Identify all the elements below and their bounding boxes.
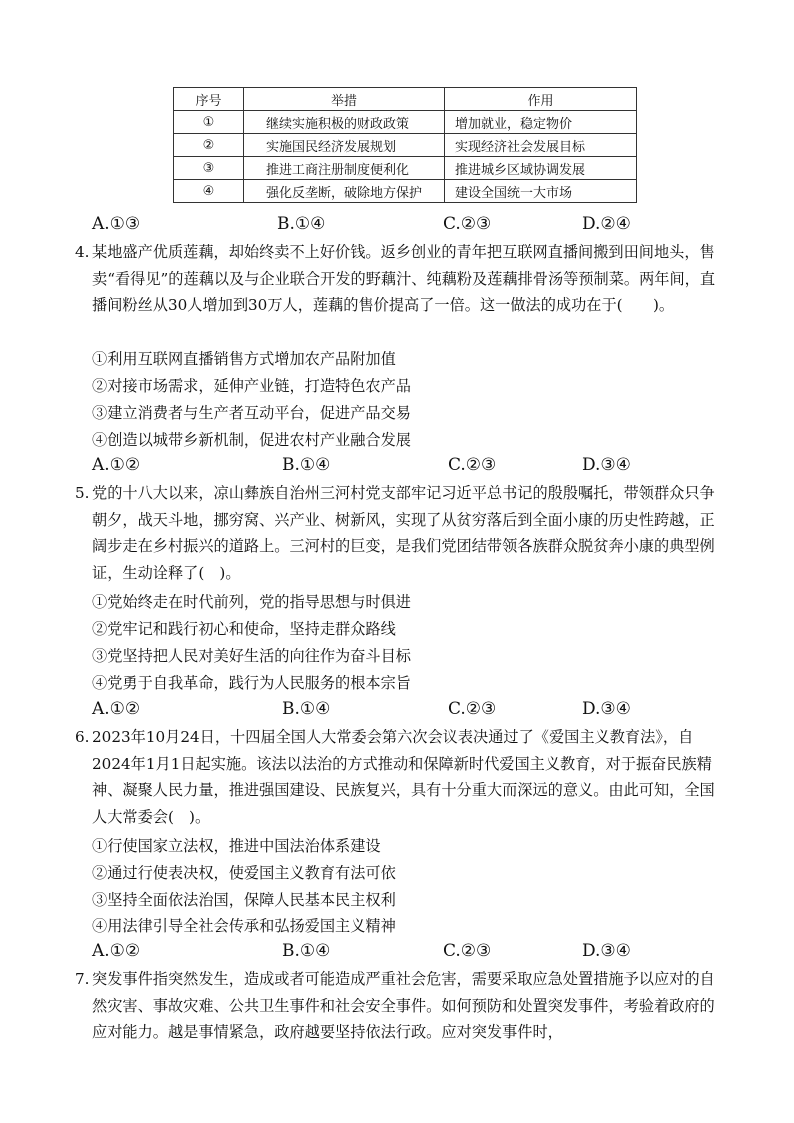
q5-options [92, 699, 712, 721]
option-c[interactable]: C.②③ [443, 214, 492, 234]
table-cell: 推进城乡区域协调发展 [445, 157, 637, 180]
table-cell: 实施国民经济发展规划 [244, 134, 445, 157]
table-cell: ② [174, 134, 244, 157]
table-header-cell: 序号 [174, 88, 244, 111]
table-row [174, 180, 637, 203]
table-cell: ④ [174, 180, 244, 203]
option-b[interactable]: B.①④ [282, 941, 331, 961]
table-header-cell: 作用 [445, 88, 637, 111]
choice-item: ①党始终走在时代前列，党的指导思想与时俱进 [92, 593, 411, 611]
choice-item: ②通过行使表决权，使爱国主义教育有法可依 [92, 864, 396, 882]
table-cell: ① [174, 111, 244, 134]
measures-table [173, 87, 637, 203]
choice-item: ③建立消费者与生产者互动平台，促进产品交易 [92, 404, 411, 422]
table-cell: ③ [174, 157, 244, 180]
question-number: 6. [75, 728, 90, 746]
option-a[interactable]: A.①② [92, 699, 141, 719]
question-stem: 突发事件指突然发生，造成或者可能造成严重社会危害，需要采取应急处置措施予以应对的自然灾害、事故灾难、公共卫生事件和社会安全事件。如何预防和处置突发事件，考验着政府的应对能力。越是事情紧急，政府越要坚持依法行政。应对突发事件时， [92, 970, 715, 1041]
question-5 [75, 480, 725, 586]
choice-item: ①行使国家立法权，推进中国法治体系建设 [92, 837, 381, 855]
table-cell: 继续实施积极的财政政策 [244, 111, 445, 134]
choice-item: ④党勇于自我革命，践行为人民服务的根本宗旨 [92, 674, 411, 692]
option-b[interactable]: B.①④ [282, 455, 331, 475]
question-6 [75, 724, 725, 830]
q6-options [92, 941, 712, 963]
option-d[interactable]: D.②④ [582, 214, 631, 234]
choice-item: ③党坚持把人民对美好生活的向往作为奋斗目标 [92, 647, 411, 665]
option-b[interactable]: B.①④ [277, 214, 326, 234]
table-row [174, 111, 637, 134]
table-cell: 实现经济社会发展目标 [445, 134, 637, 157]
choice-item: ②党牢记和践行初心和使命，坚持走群众路线 [92, 620, 396, 638]
table-header-row [174, 88, 637, 111]
table-cell: 推进工商注册制度便利化 [244, 157, 445, 180]
question-stem: 2023年10月24日，十四届全国人大常委会第六次会议表决通过了《爱国主义教育法》，自2024年1月1日起实施。该法以法治的方式推动和保障新时代爱国主义教育，对于振奋民族精神、凝聚人民力量，推进强国建设、民族复兴，具有十分重大而深远的意义。由此可知，全国人大常委会( )。 [92, 728, 715, 826]
question-stem: 某地盛产优质莲藕，却始终卖不上好价钱。返乡创业的青年把互联网直播间搬到田间地头，售卖“看得见”的莲藕以及与企业联合开发的野藕汁、纯藕粉及莲藕排骨汤等预制菜。两年间，直播间粉丝从30人增加到30万人，莲藕的售价提高了一倍。这一做法的成功在于( )。 [92, 243, 716, 314]
choice-item: ③坚持全面依法治国，保障人民基本民主权利 [92, 891, 396, 909]
table-row [174, 157, 637, 180]
table-cell: 强化反垄断，破除地方保护 [244, 180, 445, 203]
choice-item: ②对接市场需求，延伸产业链，打造特色农产品 [92, 377, 411, 395]
choice-item: ④创造以城带乡新机制，促进农村产业融合发展 [92, 431, 411, 449]
option-d[interactable]: D.③④ [582, 455, 631, 475]
option-c[interactable]: C.②③ [443, 941, 492, 961]
choice-item: ①利用互联网直播销售方式增加农产品附加值 [92, 350, 396, 368]
question-number: 4. [75, 243, 90, 261]
table-cell: 增加就业，稳定物价 [445, 111, 637, 134]
option-a[interactable]: A.①② [92, 941, 141, 961]
option-c[interactable]: C.②③ [448, 455, 497, 475]
question-stem: 党的十八大以来，凉山彝族自治州三河村党支部牢记习近平总书记的殷殷嘱托，带领群众只争朝夕，战天斗地，挪穷窝、兴产业、树新风，实现了从贫穷落后到全面小康的历史性跨越，正阔步走在乡村振兴的道路上。三河村的巨变，是我们党团结带领各族群众脱贫奔小康的典型例证，生动诠释了( )。 [92, 484, 715, 582]
option-c[interactable]: C.②③ [448, 699, 497, 719]
option-d[interactable]: D.③④ [582, 699, 631, 719]
question-4 [75, 239, 725, 319]
question-number: 7. [75, 970, 90, 988]
table-row [174, 134, 637, 157]
table-cell: 建设全国统一大市场 [445, 180, 637, 203]
option-a[interactable]: A.①② [92, 455, 141, 475]
q4-options [92, 455, 712, 477]
table-header-cell: 举措 [244, 88, 445, 111]
q3-options [92, 214, 712, 236]
option-a[interactable]: A.①③ [92, 214, 141, 234]
question-7 [75, 966, 725, 1046]
choice-item: ④用法律引导全社会传承和弘扬爱国主义精神 [92, 917, 396, 935]
question-number: 5. [75, 484, 90, 502]
option-b[interactable]: B.①④ [282, 699, 331, 719]
option-d[interactable]: D.③④ [582, 941, 631, 961]
